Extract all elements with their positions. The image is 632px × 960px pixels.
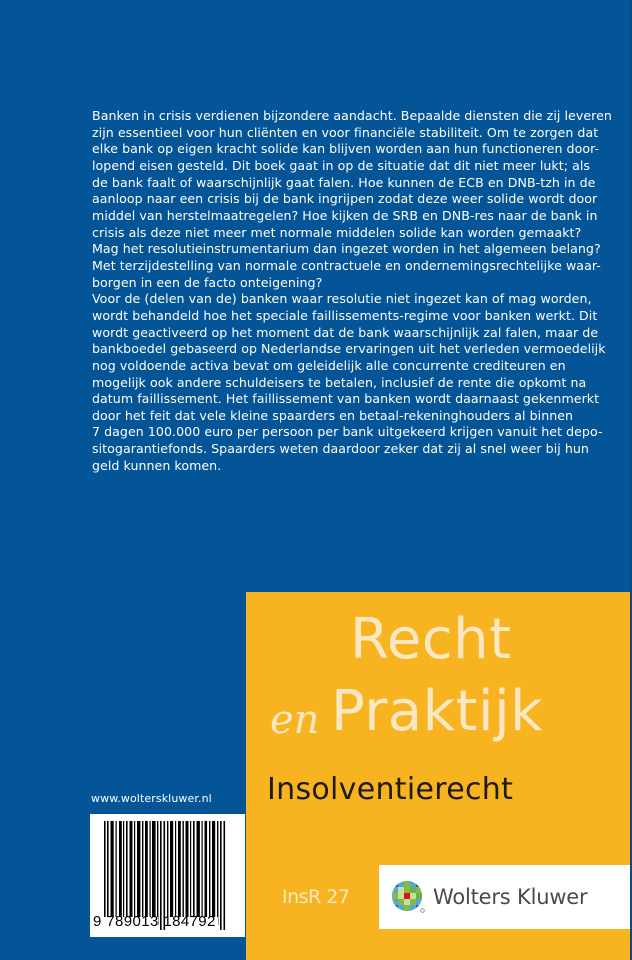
blurb-line: sitogarantiefonds. Spaarders weten daardoor zeker dat zij al snel weer bij hun [92, 441, 589, 457]
blurb-line: door het feit dat vele kleine spaarders en betaal-rekeninghouders al binnen [92, 407, 574, 423]
publisher-name: Wolters Kluwer [433, 884, 588, 909]
blurb-line: bankboedel gebaseerd op Nederlandse ervaringen uit het verleden vermoedelijk [92, 341, 606, 357]
blurb-line: borgen in een de facto onteigening? [92, 274, 323, 290]
blurb-line: Mag het resolutieinstrumentarium dan ingezet worden in het algemeen belang? [92, 241, 601, 257]
back-cover-blurb [92, 108, 612, 474]
blurb-line: Met terzijdestelling van normale contractuele en ondernemingsrechtelijke waar- [92, 257, 601, 273]
isbn-number: 9 789013 184792 [93, 913, 216, 930]
publisher-website: www.wolterskluwer.nl [91, 792, 212, 805]
isbn-barcode [90, 814, 245, 937]
blurb-line: datum faillissement. Het faillissement van banken wordt daarnaast gekenmerkt [92, 391, 600, 407]
blurb-line: wordt geactiveerd op het moment dat de bank waarschijnlijk zal falen, maar de [92, 324, 599, 340]
series-title-recht: Recht [350, 607, 512, 672]
blurb-line: aanloop naar een crisis bij de bank ingrijpen zodat deze weer solide wordt door [92, 191, 598, 207]
blurb-line: 7 dagen 100.000 euro per persoon per bank uitgekeerd krijgen vanuit het depo- [92, 424, 603, 440]
blurb-line: Voor de (delen van de) banken waar resolutie niet ingezet kan of mag worden, [92, 291, 592, 307]
series-title-en: en [270, 697, 320, 743]
book-subtitle: Insolventierecht [267, 772, 514, 807]
series-title-praktijk: Praktijk [331, 679, 544, 744]
blurb-line: lopend eisen gesteld. Dit boek gaat in op de situatie dat dit niet meer lukt; als [92, 157, 591, 173]
wolters-kluwer-globe-icon [391, 880, 425, 914]
blurb-line: mogelijk ook andere schuldeisers te betalen, inclusief de rente die opkomt na [92, 374, 587, 390]
series-number: InsR 27 [282, 886, 350, 908]
blurb-line: crisis als deze niet meer met normale middelen solide kan worden gemaakt? [92, 224, 582, 240]
blurb-line: Banken in crisis verdienen bijzondere aandacht. Bepaalde diensten die zij leveren [92, 108, 612, 123]
blurb-line: geld kunnen komen. [92, 457, 222, 473]
blurb-line: elke bank op eigen kracht solide kan blijven worden aan hun functioneren door- [92, 141, 600, 157]
blurb-line: wordt behandeld hoe het speciale faillissements-regime voor banken werkt. Dit [92, 307, 598, 323]
blurb-line: de bank faalt of waarschijnlijk gaat falen. Hoe kunnen de ECB en DNB-tzh in de [92, 174, 596, 190]
blurb-line: nog voldoende activa bevat om geleidelijk alle concurrente crediteuren en [92, 357, 566, 373]
publisher-logo-block [379, 865, 632, 929]
blurb-line: middel van herstelmaatregelen? Hoe kijken de SRB en DNB-res naar de bank in [92, 207, 598, 223]
blurb-line: zijn essentieel voor hun cliënten en voor financiële stabiliteit. Om te zorgen dat [92, 124, 599, 140]
series-title-panel [246, 592, 632, 960]
